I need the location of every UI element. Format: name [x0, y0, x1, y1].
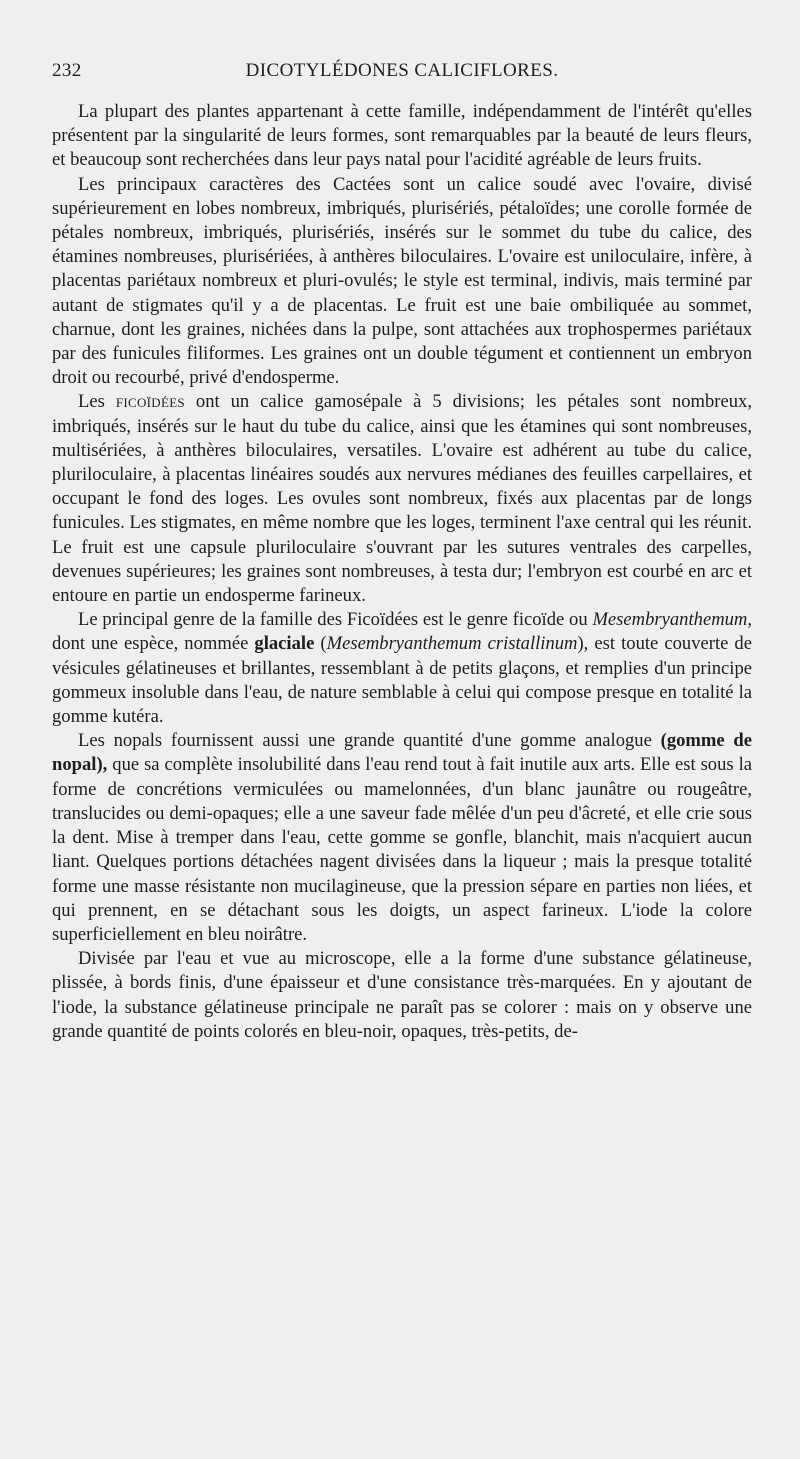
- page-header: [52, 60, 752, 90]
- bold-term: glaciale: [254, 633, 315, 655]
- text-run: ont un calice gamosépale à 5 divisions; les pétales sont nombreux, imbriqués, insérés sur le haut du tube du calice, ainsi que les étamines qui sont nombreuses, multisériées, à anthères biloculaires, versatiles. L'ovaire est adhérent au tube du calice, pluriloculaire, à placentas linéaires soudés aux nervures médianes des feuilles carpellaires, et occupant le fond des loges. Les ovules sont nombreux, fixés aux placentas par de longs funicules. Les stigmates, en même nombre que les loges, terminent l'axe central qui les réunit. Le fruit est une capsule pluriloculaire s'ouvrant par les sutures ventrales des carpelles, devenues supérieures; les graines sont nombreuses, à testa dur; l'embryon est courbé en arc et entoure en partie un endosperme farineux.: [52, 391, 752, 607]
- italic-term: Mesembryanthemum cristallinum: [326, 633, 578, 655]
- paragraph: [52, 390, 752, 608]
- paragraph: Divisée par l'eau et vue au microscope, elle a la forme d'une substance gélatineuse, plissée, à bords finis, d'une épaisseur et d'une consistance très-marquées. En y ajoutant de l'iode, la substance gélatineuse principale ne paraît pas se colorer : mais on y observe une grande quantité de points colorés en bleu-noir, opaques, très-petits, de-: [52, 948, 752, 1042]
- text-run: ), est toute couverte de vésicules gélatineuses et brillantes, ressemblant à de petits glaçons, et remplies d'un principe gommeux insoluble dans l'eau, de nature semblable à celui qui compose presque en totalité la gomme kutéra.: [52, 633, 752, 728]
- bold-term: (gomme de nopal),: [52, 730, 753, 776]
- smallcaps-term: ficoïdées: [115, 391, 185, 413]
- italic-term: Mesembryanthemum,: [592, 609, 752, 631]
- text-run: Le principal genre de la famille des Ficoïdées est le genre ficoïde ou: [78, 609, 588, 631]
- paragraph: Les principaux caractères des Cactées sont un calice soudé avec l'ovaire, divisé supérieurement en lobes nombreux, imbriqués, plurisériés, pétaloïdes; une corolle formée de pétales nombreux, imbriqués, plurisériés, insérés sur le sommet du tube du calice, des étamines nombreuses, plurisériées, à anthères biloculaires. L'ovaire est uniloculaire, infère, à placentas pariétaux nombreux et pluri-ovulés; le style est terminal, indivis, mais terminé par autant de stigmates qu'il y a de placentas. Le fruit est une baie ombiliquée au sommet, charnue, dont les graines, nichées dans la pulpe, sont attachées aux trophospermes pariétaux par des funicules filiformes. Les graines ont un double tégument et contiennent un embryon droit ou recourbé, privé d'endosperme.: [52, 173, 752, 389]
- text-run: Les: [78, 391, 105, 413]
- paragraph: [52, 729, 752, 947]
- text-run: Les nopals fournissent aussi une grande quantité d'une gomme analogue: [78, 730, 652, 752]
- text-run: (: [320, 633, 327, 655]
- body-text: [52, 100, 752, 1044]
- paragraph: [52, 608, 752, 729]
- text-run: dont une espèce, nommée: [52, 633, 249, 655]
- running-title: DICOTYLÉDONES CALICIFLORES.: [245, 60, 559, 81]
- paragraph: La plupart des plantes appartenant à cette famille, indépendamment de l'intérêt qu'elles présentent par la singularité de leurs formes, sont remarquables par la beauté de leurs fleurs, et beaucoup sont recherchées dans leur pays natal pour l'acidité agréable de leurs fruits.: [52, 101, 752, 171]
- text-run: que sa complète insolubilité dans l'eau rend tout à fait inutile aux arts. Elle est sous la forme de concrétions vermiculées ou mamelonnées, d'un blanc jaunâtre ou rougeâtre, translucides ou demi-opaques; elle a une saveur fade mêlée d'un peu d'âcreté, et elle crie sous la dent. Mise à tremper dans l'eau, cette gomme se gonfle, blanchit, mais n'acquiert aucun liant. Quelques portions détachées nagent divisées dans la liqueur ; mais la presque totalité forme une masse résistante non mucilagineuse, que la pression sépare en parties non liées, et qui prennent, en se détachant sous les doigts, un aspect farineux. L'iode la colore superficiellement en bleu noirâtre.: [52, 754, 753, 945]
- page-number: 232: [52, 60, 82, 81]
